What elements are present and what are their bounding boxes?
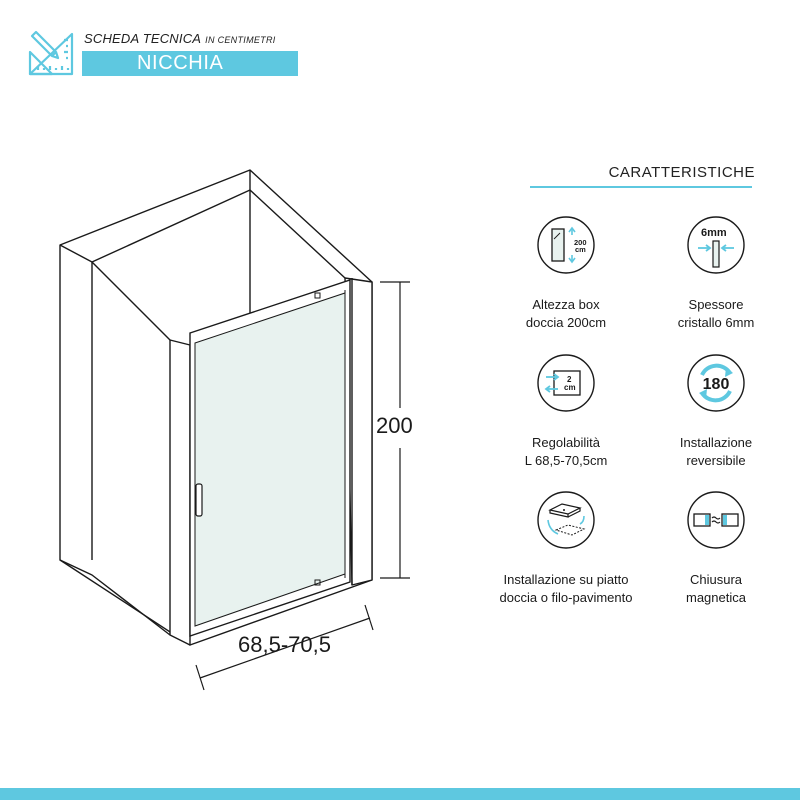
feature-magnetic-line2: magnetica: [686, 590, 746, 605]
feature-installation: [481, 490, 651, 607]
svg-text:200: 200: [574, 238, 587, 247]
glass-panel: [195, 293, 345, 626]
features-title: CARATTERISTICHE: [608, 164, 755, 181]
feature-height: [481, 215, 651, 332]
features-underline: [530, 186, 752, 188]
magnetic-closure-icon: [686, 490, 746, 550]
width-dimension-label: 68,5-70,5: [238, 632, 331, 657]
feature-adjustable-line1: Regolabilità: [532, 435, 600, 450]
feature-installation-line2: doccia o filo-pavimento: [499, 590, 633, 605]
tray-floor-install-icon: [536, 490, 596, 550]
height-dimension-label: 200: [376, 413, 413, 438]
feature-reversible-line2: reversibile: [686, 453, 746, 468]
features-heading: [530, 164, 755, 182]
reversible-180-icon: [686, 353, 746, 413]
glass-thickness-icon: [686, 215, 746, 275]
header-title-sub: IN CENTIMETRI: [205, 35, 276, 45]
left-jamb: [170, 340, 190, 645]
niche-banner: NICCHIA: [82, 51, 298, 76]
feature-installation-line1: Installazione su piatto: [503, 572, 629, 587]
feature-magnetic-line1: Chiusura: [689, 572, 743, 587]
feature-adjustable-line2: L 68,5-70,5cm: [524, 453, 608, 468]
pencil-ruler-icon: [26, 30, 76, 76]
adjustable-width-icon: [536, 353, 596, 413]
feature-thickness-line1: Spessore: [688, 297, 744, 312]
feature-thickness: [631, 215, 800, 332]
feature-reversible-line1: Installazione: [679, 435, 753, 450]
svg-text:2: 2: [567, 375, 572, 384]
svg-text:cm: cm: [575, 245, 586, 254]
svg-text:180: 180: [702, 376, 730, 393]
feature-height-line2: doccia 200cm: [525, 315, 607, 330]
svg-text:6mm: 6mm: [701, 227, 727, 239]
bottom-accent-bar: [0, 788, 800, 800]
feature-magnetic: [631, 490, 800, 607]
feature-thickness-line2: cristallo 6mm: [677, 315, 755, 330]
feature-reversible: [631, 353, 800, 470]
feature-adjustable: [481, 353, 651, 470]
door-handle: [196, 484, 202, 516]
header-title-main: SCHEDA TECNICA: [84, 31, 202, 46]
svg-text:cm: cm: [564, 383, 576, 392]
feature-height-line1: Altezza box: [532, 297, 600, 312]
height-200cm-icon: [536, 215, 596, 275]
header-title: [84, 31, 276, 46]
